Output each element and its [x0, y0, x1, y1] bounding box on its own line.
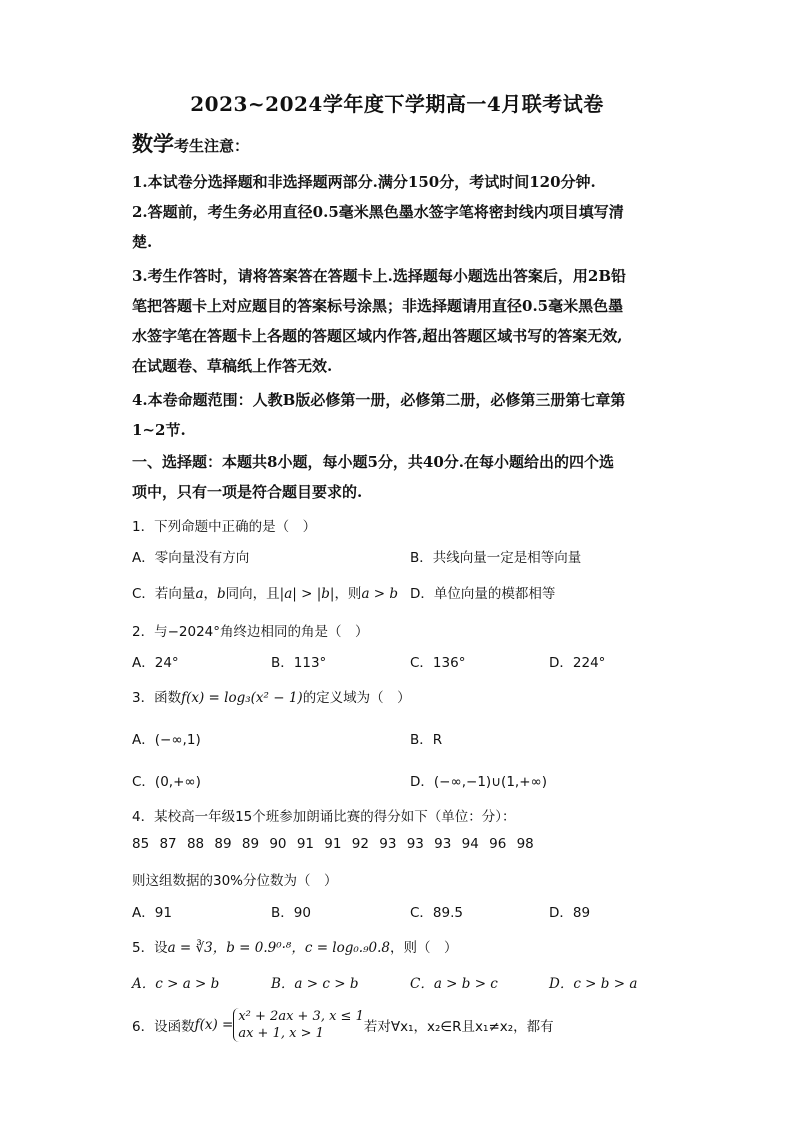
- q5-option-b: [271, 972, 358, 992]
- notice-label: 考生注意：: [174, 137, 250, 155]
- notice-line: 在试题卷、草稿纸上作答无效.: [132, 357, 333, 375]
- notice-line: 4.本卷命题范围：人教B版必修第一册，必修第二册，必修第三册第七章第: [132, 391, 626, 409]
- vector-b: b: [217, 586, 226, 602]
- q1-c-prefix: C．若向量: [132, 586, 196, 602]
- q2-option-d: D．224°: [549, 655, 606, 671]
- notice-line: 1~2节.: [132, 421, 186, 439]
- q1-c-inequality: |a| > |b|: [279, 586, 335, 602]
- vector-a: a: [195, 586, 204, 602]
- question-6-stem: [132, 1008, 554, 1042]
- q6-piece-2: ax + 1, x > 1: [238, 1026, 324, 1041]
- q2-option-a: A．24°: [132, 655, 179, 671]
- section-heading: 一、选择题：本题共8小题，每小题5分，共40分.在每小题给出的四个选: [132, 453, 614, 471]
- question-5-stem: [132, 936, 457, 956]
- q5-option-c-text: C．a > b > c: [410, 976, 498, 992]
- q3-function: f(x) = log₃(x² − 1): [181, 690, 303, 706]
- question-3-stem: [132, 686, 411, 706]
- notice-line: 3.考生作答时，请将答案答在答题卡上.选择题每小题选出答案后，用2B铅: [132, 267, 626, 285]
- q5-option-d-text: D．c > b > a: [549, 976, 638, 992]
- q5-option-a: [132, 972, 219, 992]
- subject-name: 数学: [132, 131, 174, 156]
- q1-c-result: a > b: [361, 586, 399, 602]
- q1-option-d: D．单位向量的模都相等: [410, 586, 556, 602]
- q5-option-a-text: A．c > a > b: [132, 976, 220, 992]
- q1-c-sep: ，: [203, 586, 217, 602]
- q2-option-b: B．113°: [271, 655, 327, 671]
- q4-option-b: B．90: [271, 905, 311, 921]
- q5-option-d: [549, 972, 637, 992]
- q3-option-c: C．(0,+∞): [132, 774, 201, 790]
- q4-option-c: C．89.5: [410, 905, 463, 921]
- notice-line: 2.答题前，考生务必用直径0.5毫米黑色墨水签字笔将密封线内项目填写清: [132, 203, 624, 221]
- notice-line: 笔把答题卡上对应题目的答案标号涂黑；非选择题请用直径0.5毫米黑色墨: [132, 297, 624, 315]
- exam-title: 2023~2024学年度下学期高一4月联考试卷: [190, 92, 604, 116]
- q1-option-a: A．零向量没有方向: [132, 550, 250, 566]
- q3-option-b: B．R: [410, 732, 443, 748]
- q4-option-a: A．91: [132, 905, 172, 921]
- subject-header: [132, 128, 249, 158]
- section-heading: 项中，只有一项是符合题目要求的.: [132, 483, 363, 501]
- q1-option-c: [132, 582, 398, 602]
- q6-suffix: 若对∀x₁，x₂∈R且x₁≠x₂，都有: [363, 1019, 554, 1035]
- q1-c-then: ，则: [334, 586, 362, 602]
- q6-piece-1: x² + 2ax + 3, x ≤ 1: [238, 1009, 364, 1024]
- q6-prefix: 6．设函数: [132, 1019, 195, 1035]
- q3-prefix: 3．函数: [132, 690, 182, 706]
- q3-option-d: D．(−∞,−1)∪(1,+∞): [410, 774, 548, 790]
- q5-option-c: [410, 972, 498, 992]
- q4-ask: 则这组数据的30%分位数为（ ）: [132, 873, 338, 889]
- q6-function: f(x) =: [194, 1017, 234, 1033]
- q6-piecewise: [233, 1008, 364, 1042]
- question-1-stem: 1．下列命题中正确的是（ ）: [132, 519, 317, 535]
- q5-suffix: ，则（ ）: [389, 940, 458, 956]
- q5-definitions: a = ∛3，b = 0.9⁰·⁸，c = log₀.₉0.8: [167, 940, 390, 956]
- question-2-stem: 2．与−2024°角终边相同的角是（ ）: [132, 624, 369, 640]
- notice-line: 水签字笔在答题卡上各题的答题区域内作答,超出答题区域书写的答案无效,: [132, 327, 623, 345]
- question-4-stem: 4．某校高一年级15个班参加朗诵比赛的得分如下（单位：分）：: [132, 809, 516, 825]
- q4-option-d: D．89: [549, 905, 591, 921]
- notice-line: 楚.: [132, 233, 153, 251]
- q1-option-b: B．共线向量一定是相等向量: [410, 550, 582, 566]
- q3-suffix: 的定义域为（ ）: [302, 690, 411, 706]
- q3-option-a: A．(−∞,1): [132, 732, 201, 748]
- q4-score-list: 85 87 88 89 89 90 91 91 92 93 93 93 94 96 98: [132, 836, 534, 852]
- q2-option-c: C．136°: [410, 655, 466, 671]
- notice-line: 1.本试卷分选择题和非选择题两部分.满分150分，考试时间120分钟.: [132, 173, 596, 191]
- q5-prefix: 5．设: [132, 940, 168, 956]
- q5-option-b-text: B．a > c > b: [271, 976, 359, 992]
- q1-c-mid: 同向，且: [225, 586, 280, 602]
